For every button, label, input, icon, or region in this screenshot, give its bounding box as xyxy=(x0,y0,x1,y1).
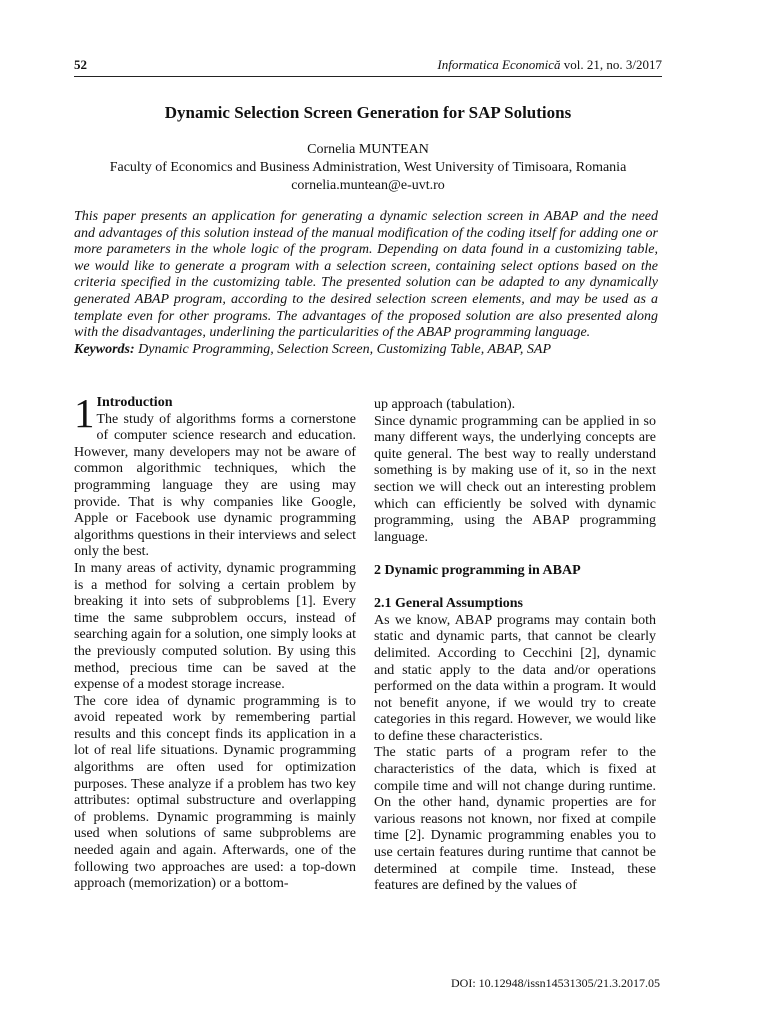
body-paragraph: The static parts of a program refer to the characteristics of the data, which is fixed at compile time and will not change during runtime. On the other hand, dynamic properties are for various reasons not known, nor fixed at compile time [2]. Dynamic programming enables you to use certain features during runtime that cannot be determined at compile time. Instead, these features are defined by the values of xyxy=(374,745,656,894)
intro-paragraph: In many areas of activity, dynamic programming is a method for solving a certain problem by breaking it into sets of subproblems [1]. Every time the same subproblem occurs, instead of searching again for a solution, one simply looks at the previously computed solution. By using this method, precious time can be saved at the expense of a modest storage increase. xyxy=(74,560,356,693)
header-rule xyxy=(74,76,662,77)
author-name: Cornelia MUNTEAN xyxy=(307,142,429,157)
page-number: 52 xyxy=(74,57,87,72)
body-paragraph: As we know, ABAP programs may contain both static and dynamic parts, that cannot be clearly delimited. According to Cecchini [2], dynamic and static apply to the data and/or operations performed on the data within a program. It would not benefit anyone, if we would try to create categories in this regard. However, we would like to define these characteristics. xyxy=(374,612,656,744)
section-number-dropcap: 1 xyxy=(74,390,95,436)
journal-issue: vol. 21, no. 3/2017 xyxy=(560,57,662,72)
journal-citation xyxy=(437,57,662,73)
introduction-heading: Introduction xyxy=(96,395,173,410)
author-affiliation: Faculty of Economics and Business Administration, West University of Timisoara, Romania xyxy=(109,160,627,175)
journal-name: Informatica Economică xyxy=(437,57,561,72)
abstract xyxy=(74,209,658,358)
keywords-list: Dynamic Programming, Selection Screen, Customizing Table, ABAP, SAP xyxy=(134,341,552,357)
author-email: cornelia.muntean@e-uvt.ro xyxy=(291,178,445,193)
left-column xyxy=(74,390,356,893)
right-column xyxy=(374,397,656,895)
body-paragraph: Since dynamic programming can be applied in so many different ways, the underlying concepts are quite general. The best way to really understand something is by making use of it, so in the next section we will check out an interesting problem which can efficiently be solved with dynamic programming, using the ABAP programming language. xyxy=(374,413,656,545)
abstract-text: This paper presents an application for generating a dynamic selection screen in ABAP and the need and advantages of this solution instead of the manual modification of the coding itself for adding one or more parameters in the whole logic of the program. Depending on data found in a customizing table, we would like to generate a program with a selection screen, containing select options based on the criteria specified in the customizing table. The presented solution can be adapted to any dynamically generated ABAP program, according to the desired selection screen elements, and may be used as a template even for other programs. The advantages of the proposed solution are also presented along with the disadvantages, underlining the particularities of the ABAP programming language. xyxy=(74,209,658,341)
intro-paragraph: The study of algorithms forms a cornerstone of computer science research and education. However, many developers may not be aware of common algorithmic techniques, which the programming language they are using may provide. That is why companies like Google, Apple or Facebook use dynamic programming algorithms questions in their interviews and select only the best. xyxy=(74,411,356,560)
subsection-heading: 2.1 General Assumptions xyxy=(374,596,523,612)
running-header xyxy=(74,57,662,75)
doi-footer: DOI: 10.12948/issn14531305/21.3.2017.05 xyxy=(450,976,660,990)
author-block xyxy=(60,141,676,195)
paper-title: Dynamic Selection Screen Generation for SAP Solutions xyxy=(164,103,572,122)
intro-paragraph: The core idea of dynamic programming is to avoid repeated work by remembering partial results and this concept finds its application in a lot of real life situations. Dynamic programming algorithms are often used for optimization purposes. These analyze if a problem has two key attributes: optimal substructure and overlapping of problems. Dynamic programming is mainly used when solutions of same subproblems are needed again and again. Afterwards, one of the following two approaches are used: a top-down approach (memorization) or a bottom- xyxy=(74,693,356,892)
keywords-label: Keywords: xyxy=(74,341,135,357)
continued-text: up approach (tabulation). xyxy=(374,397,516,412)
section-heading: 2 Dynamic programming in ABAP xyxy=(374,562,581,578)
